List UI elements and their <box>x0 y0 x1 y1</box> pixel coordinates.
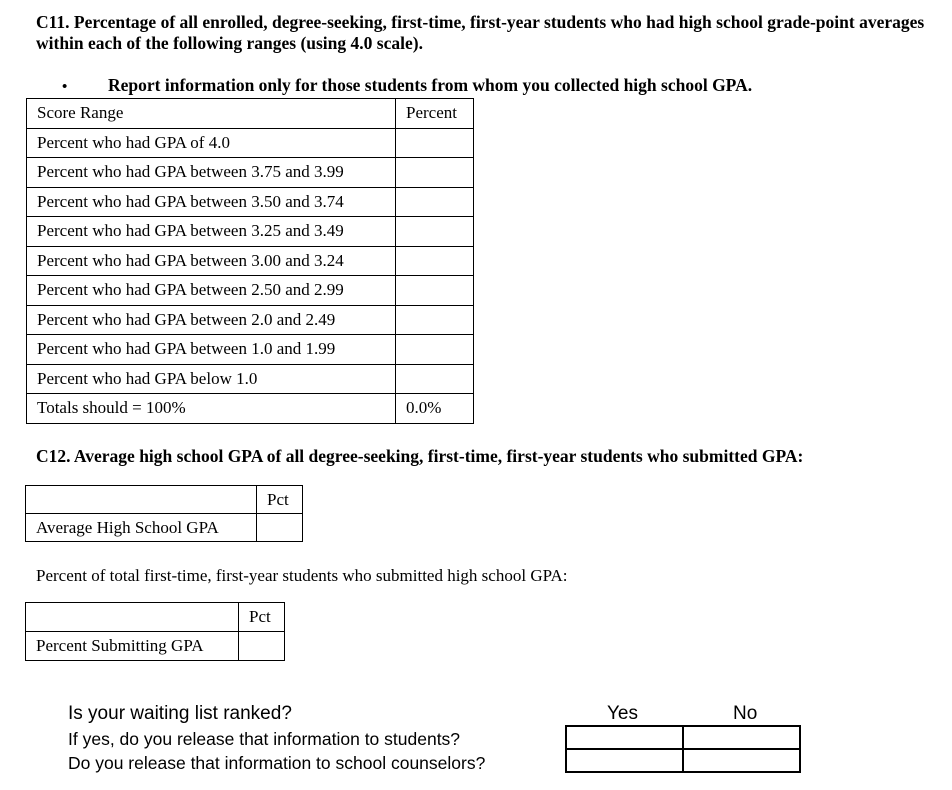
percent-input-cell[interactable] <box>396 158 474 188</box>
row-label: Percent who had GPA below 1.0 <box>27 364 396 394</box>
yes-no-table <box>565 725 801 773</box>
table-header-row <box>27 99 474 129</box>
c12-title: C12. Average high school GPA of all degree-seeking, first-time, first-year students who submitted GPA: <box>36 446 804 466</box>
release-to-counselors-question: Do you release that information to school counselors? <box>68 753 486 773</box>
totals-value: 0.0% <box>396 394 474 424</box>
percent-input-cell[interactable] <box>396 335 474 365</box>
row-label: Percent who had GPA between 3.50 and 3.74 <box>27 187 396 217</box>
average-gpa-label: Average High School GPA <box>26 514 257 542</box>
no-column-label: No <box>733 703 758 724</box>
score-range-header: Score Range <box>27 99 396 129</box>
table-row <box>27 364 474 394</box>
totals-row <box>27 394 474 424</box>
pct-header: Pct <box>257 486 303 514</box>
row-label: Percent who had GPA between 3.25 and 3.49 <box>27 217 396 247</box>
table-row <box>26 632 285 661</box>
table-row <box>27 128 474 158</box>
table-row <box>27 276 474 306</box>
totals-label: Totals should = 100% <box>27 394 396 424</box>
percent-input-cell[interactable] <box>396 128 474 158</box>
percent-input-cell[interactable] <box>396 187 474 217</box>
table-row <box>27 187 474 217</box>
gpa-range-table <box>26 98 474 424</box>
percent-input-cell[interactable] <box>396 364 474 394</box>
row-label: Percent who had GPA between 2.50 and 2.99 <box>27 276 396 306</box>
students-yes-cell[interactable] <box>566 726 683 749</box>
percent-header: Percent <box>396 99 474 129</box>
row-label: Percent who had GPA between 1.0 and 1.99 <box>27 335 396 365</box>
counselors-yes-cell[interactable] <box>566 749 683 772</box>
pct-header: Pct <box>239 603 285 632</box>
table-header-row <box>26 603 285 632</box>
average-gpa-input-cell[interactable] <box>257 514 303 542</box>
blank-header-cell <box>26 486 257 514</box>
table-row <box>26 514 303 542</box>
students-answer-row <box>566 726 800 749</box>
percent-input-cell[interactable] <box>396 217 474 247</box>
table-row <box>27 158 474 188</box>
row-label: Percent who had GPA between 2.0 and 2.49 <box>27 305 396 335</box>
bullet-icon: • <box>62 79 68 95</box>
submitted-note: Percent of total first-time, first-year students who submitted high school GPA: <box>36 566 568 585</box>
c11-instruction <box>62 75 752 96</box>
percent-submitting-label: Percent Submitting GPA <box>26 632 239 661</box>
percent-input-cell[interactable] <box>396 276 474 306</box>
row-label: Percent who had GPA between 3.75 and 3.99 <box>27 158 396 188</box>
row-label: Percent who had GPA between 3.00 and 3.24 <box>27 246 396 276</box>
students-no-cell[interactable] <box>683 726 800 749</box>
waitlist-ranked-question: Is your waiting list ranked? <box>68 703 292 724</box>
c11-note: Report information only for those students from whom you collected high school GPA. <box>108 75 753 95</box>
table-row <box>27 246 474 276</box>
table-row <box>27 335 474 365</box>
average-gpa-table <box>25 485 303 542</box>
percent-input-cell[interactable] <box>396 305 474 335</box>
release-to-students-question: If yes, do you release that information to students? <box>68 729 461 749</box>
counselors-no-cell[interactable] <box>683 749 800 772</box>
blank-header-cell <box>26 603 239 632</box>
counselors-answer-row <box>566 749 800 772</box>
row-label: Percent who had GPA of 4.0 <box>27 128 396 158</box>
percent-input-cell[interactable] <box>396 246 474 276</box>
percent-submitting-input-cell[interactable] <box>239 632 285 661</box>
table-header-row <box>26 486 303 514</box>
table-row <box>27 217 474 247</box>
c11-title: C11. Percentage of all enrolled, degree-seeking, first-time, first-year students who had high school grade-point averages within each of the following ranges (using 4.0 scale). <box>36 12 925 53</box>
yes-column-label: Yes <box>607 703 638 724</box>
table-row <box>27 305 474 335</box>
percent-submitting-table <box>25 602 285 661</box>
